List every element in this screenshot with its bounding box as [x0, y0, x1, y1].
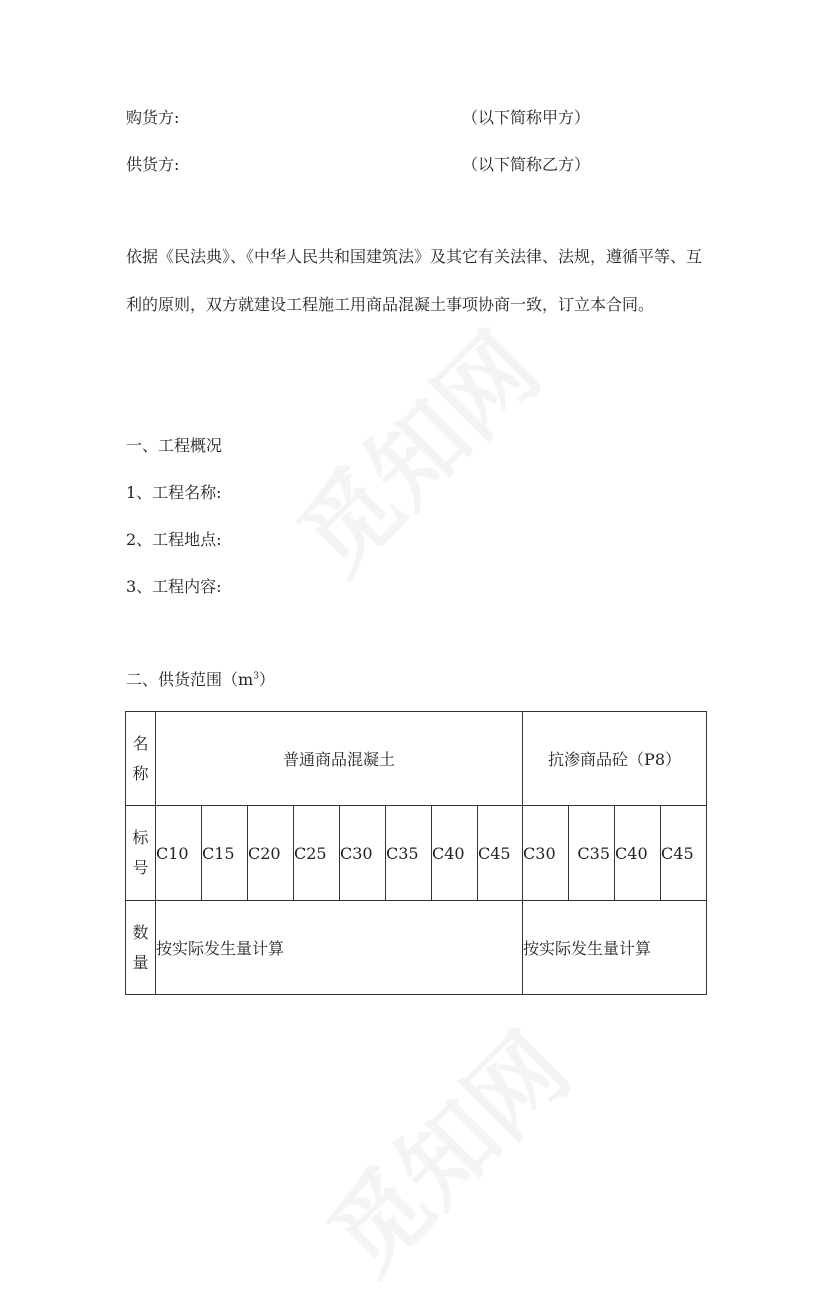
supply-scope-table: [125, 711, 707, 995]
row-head-char: 数: [132, 922, 149, 942]
qty-group2-cell: 按实际发生量计算: [523, 901, 707, 995]
grade-cell: C15: [202, 806, 248, 901]
row-head-char: 标: [132, 828, 149, 847]
row-head-char: 称: [132, 763, 149, 783]
grade-cell: C30: [340, 806, 386, 901]
supplier-label: 供货方:: [126, 155, 180, 174]
row-head-grade: [126, 806, 156, 901]
row-head-char: 号: [132, 858, 149, 877]
grade-cell: C25: [294, 806, 340, 901]
grade-cell: C45: [661, 806, 707, 901]
watermark: [264, 298, 565, 599]
grade-cell: C35: [569, 806, 615, 901]
grade-cell: C35: [386, 806, 432, 901]
supplier-note: （以下简称乙方）: [462, 155, 591, 174]
grade-cell: C10: [156, 806, 202, 901]
watermark-bottom: [294, 998, 595, 1299]
section2-title: [126, 670, 275, 690]
grade-cell: C30: [523, 806, 569, 901]
group2-name-cell: 抗渗商品砼（P8）: [523, 712, 707, 806]
intro-paragraph: 依据《民法典》、《中华人民共和国建筑法》及其它有关法律、法规，遵循平等、互利的原则，双方就建设工程施工用商品混凝土事项协商一致，订立本合同。: [126, 247, 703, 314]
table-row-grade: [126, 806, 707, 901]
table-row-name: [126, 712, 707, 806]
grade-cell: C45: [478, 806, 523, 901]
section1-title: 一、工程概况: [126, 436, 223, 455]
grade-cell: C20: [248, 806, 294, 901]
buyer-label: 购货方:: [126, 108, 180, 127]
section2-title-text: 二、供货范围（m: [126, 670, 254, 689]
grade-cell: C40: [432, 806, 478, 901]
table-row-qty: [126, 901, 707, 995]
project-content-item: 3、工程内容:: [126, 577, 222, 596]
buyer-note: （以下简称甲方）: [462, 108, 591, 127]
section2-title-end: ）: [258, 670, 275, 689]
row-head-char: 名: [132, 733, 149, 753]
group1-name-cell: 普通商品混凝土: [156, 712, 523, 806]
project-name-item: 1、工程名称:: [126, 483, 222, 502]
qty-group1-cell: 按实际发生量计算: [156, 901, 523, 995]
row-head-char: 量: [132, 952, 149, 972]
grade-cell: C40: [615, 806, 661, 901]
project-location-item: 2、工程地点:: [126, 530, 222, 549]
unit-superscript: 3: [253, 671, 259, 682]
row-head-name: [126, 712, 156, 806]
row-head-qty: [126, 901, 156, 995]
